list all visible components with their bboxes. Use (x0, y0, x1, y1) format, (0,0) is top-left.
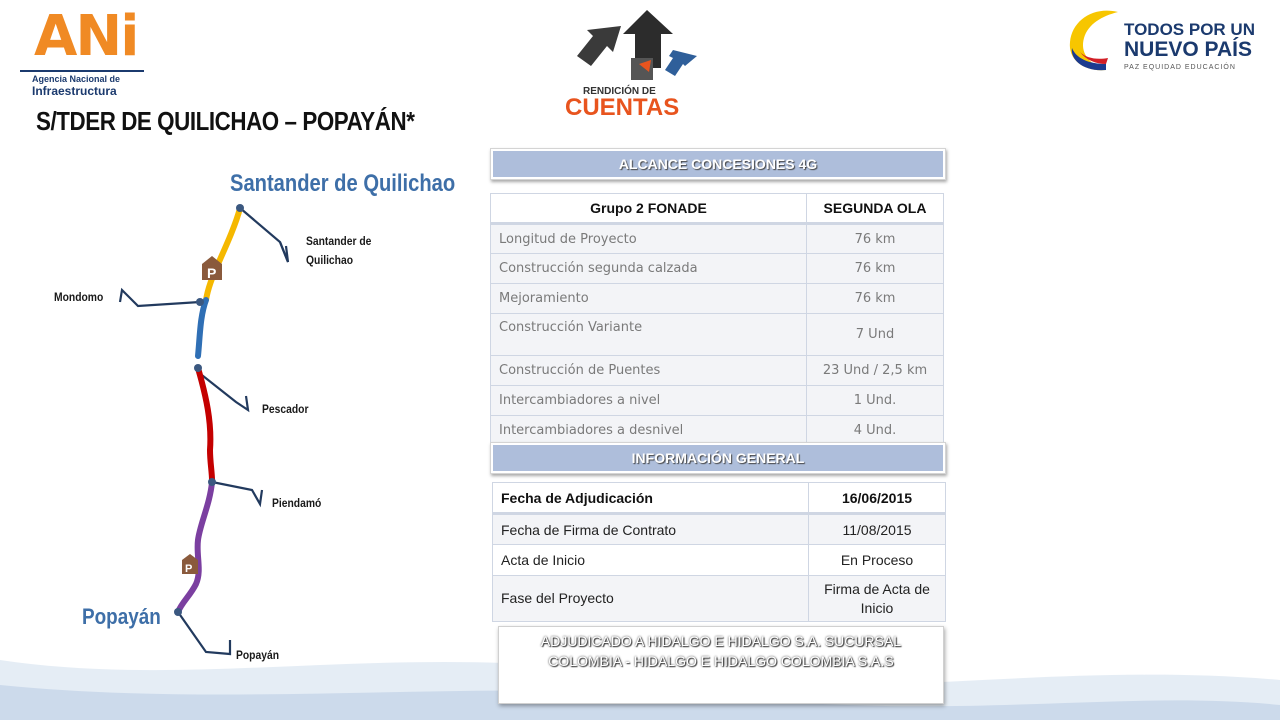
table-row (491, 254, 944, 284)
map-point-pescador: Pescador (262, 402, 309, 416)
general-section-header (490, 442, 946, 474)
general-value: 11/08/2015 (809, 514, 946, 545)
map-point-santander (306, 232, 371, 270)
scope-value: 76 km (807, 224, 944, 254)
map-city-top: Santander de Quilichao (230, 170, 456, 197)
general-label: Fase del Proyecto (493, 576, 809, 622)
table-row (491, 314, 944, 356)
route-map (40, 160, 460, 680)
route-segment-blue (198, 300, 206, 356)
table-row (491, 224, 944, 254)
award-text: ADJUDICADO A HIDALGO E HIDALGO S.A. SUCURSAL COLOMBIA - HIDALGO E HIDALGO COLOMBIA S.A.S (540, 633, 902, 669)
scope-value: 4 Und. (807, 416, 944, 446)
map-point-mondomo: Mondomo (54, 290, 104, 304)
scope-col2-header: SEGUNDA OLA (807, 194, 944, 224)
ani-logo-mark: ANi (34, 4, 138, 69)
scope-label: Intercambiadores a desnivel (491, 416, 807, 446)
scope-label: Mejoramiento (491, 284, 807, 314)
route-segment-yellow (206, 208, 240, 300)
table-row (493, 545, 946, 576)
scope-value: 23 Und / 2,5 km (807, 356, 944, 386)
tp-logo-line1: TODOS POR UN (1124, 20, 1255, 39)
scope-label: Intercambiadores a nivel (491, 386, 807, 416)
scope-value: 1 Und. (807, 386, 944, 416)
route-segment-red (198, 368, 212, 480)
scope-label: Construcción de Puentes (491, 356, 807, 386)
route-segment-purple (178, 482, 212, 612)
colombia-swoosh-icon (1066, 6, 1126, 76)
scope-col1-header: Grupo 2 FONADE (491, 194, 807, 224)
ani-logo-rule (20, 70, 144, 72)
scope-value: 76 km (807, 254, 944, 284)
arrows-icon (555, 8, 705, 88)
map-point-santander-line1: Santander de (306, 234, 372, 248)
table-row (491, 416, 944, 446)
rc-logo-line1: RENDICIÓN DE (583, 86, 656, 97)
rc-logo-line2: CUENTAS (565, 94, 680, 121)
table-row (491, 356, 944, 386)
ani-logo-subtitle-2: Infraestructura (32, 84, 117, 98)
scope-label: Construcción segunda calzada (491, 254, 807, 284)
scope-table (490, 193, 944, 446)
table-row (493, 576, 946, 622)
general-value: Firma de Acta de Inicio (809, 576, 946, 622)
tp-logo-line3: PAZ EQUIDAD EDUCACIÓN (1124, 64, 1236, 71)
general-label: Fecha de Adjudicación (493, 483, 809, 514)
map-point-santander-line2: Quilichao (306, 253, 354, 267)
scope-value: 76 km (807, 284, 944, 314)
table-row (493, 514, 946, 545)
award-box (498, 626, 944, 704)
table-row (493, 483, 946, 514)
scope-section-title: ALCANCE CONCESIONES 4G (493, 151, 943, 177)
page-title: S/TDER DE QUILICHAO – POPAYÁN* (36, 106, 415, 136)
ani-logo (20, 4, 148, 98)
scope-label: Construcción Variante (491, 314, 807, 356)
table-row (491, 284, 944, 314)
map-point-popayan: Popayán (236, 648, 280, 662)
general-label: Fecha de Firma de Contrato (493, 514, 809, 545)
route-map-drawing (40, 160, 460, 680)
rendicion-cuentas-logo (555, 8, 710, 121)
ani-logo-subtitle-1: Agencia Nacional de (32, 74, 121, 84)
map-point-piendamo: Piendamó (272, 496, 322, 510)
map-city-bottom: Popayán (82, 604, 161, 629)
todos-por-un-nuevo-pais-logo (1066, 6, 1266, 76)
general-label: Acta de Inicio (493, 545, 809, 576)
general-section-title: INFORMACIÓN GENERAL (493, 445, 943, 471)
toll-marker-label-2: P (185, 563, 193, 575)
scope-section-header (490, 148, 946, 180)
table-header-row (491, 194, 944, 224)
tp-logo-line2: NUEVO PAÍS (1124, 38, 1252, 61)
scope-value: 7 Und (807, 314, 944, 356)
general-info-table (492, 482, 946, 622)
table-row (491, 386, 944, 416)
general-value: 16/06/2015 (809, 483, 946, 514)
scope-label: Longitud de Proyecto (491, 224, 807, 254)
toll-marker-label-1: P (207, 265, 217, 281)
general-value: En Proceso (809, 545, 946, 576)
